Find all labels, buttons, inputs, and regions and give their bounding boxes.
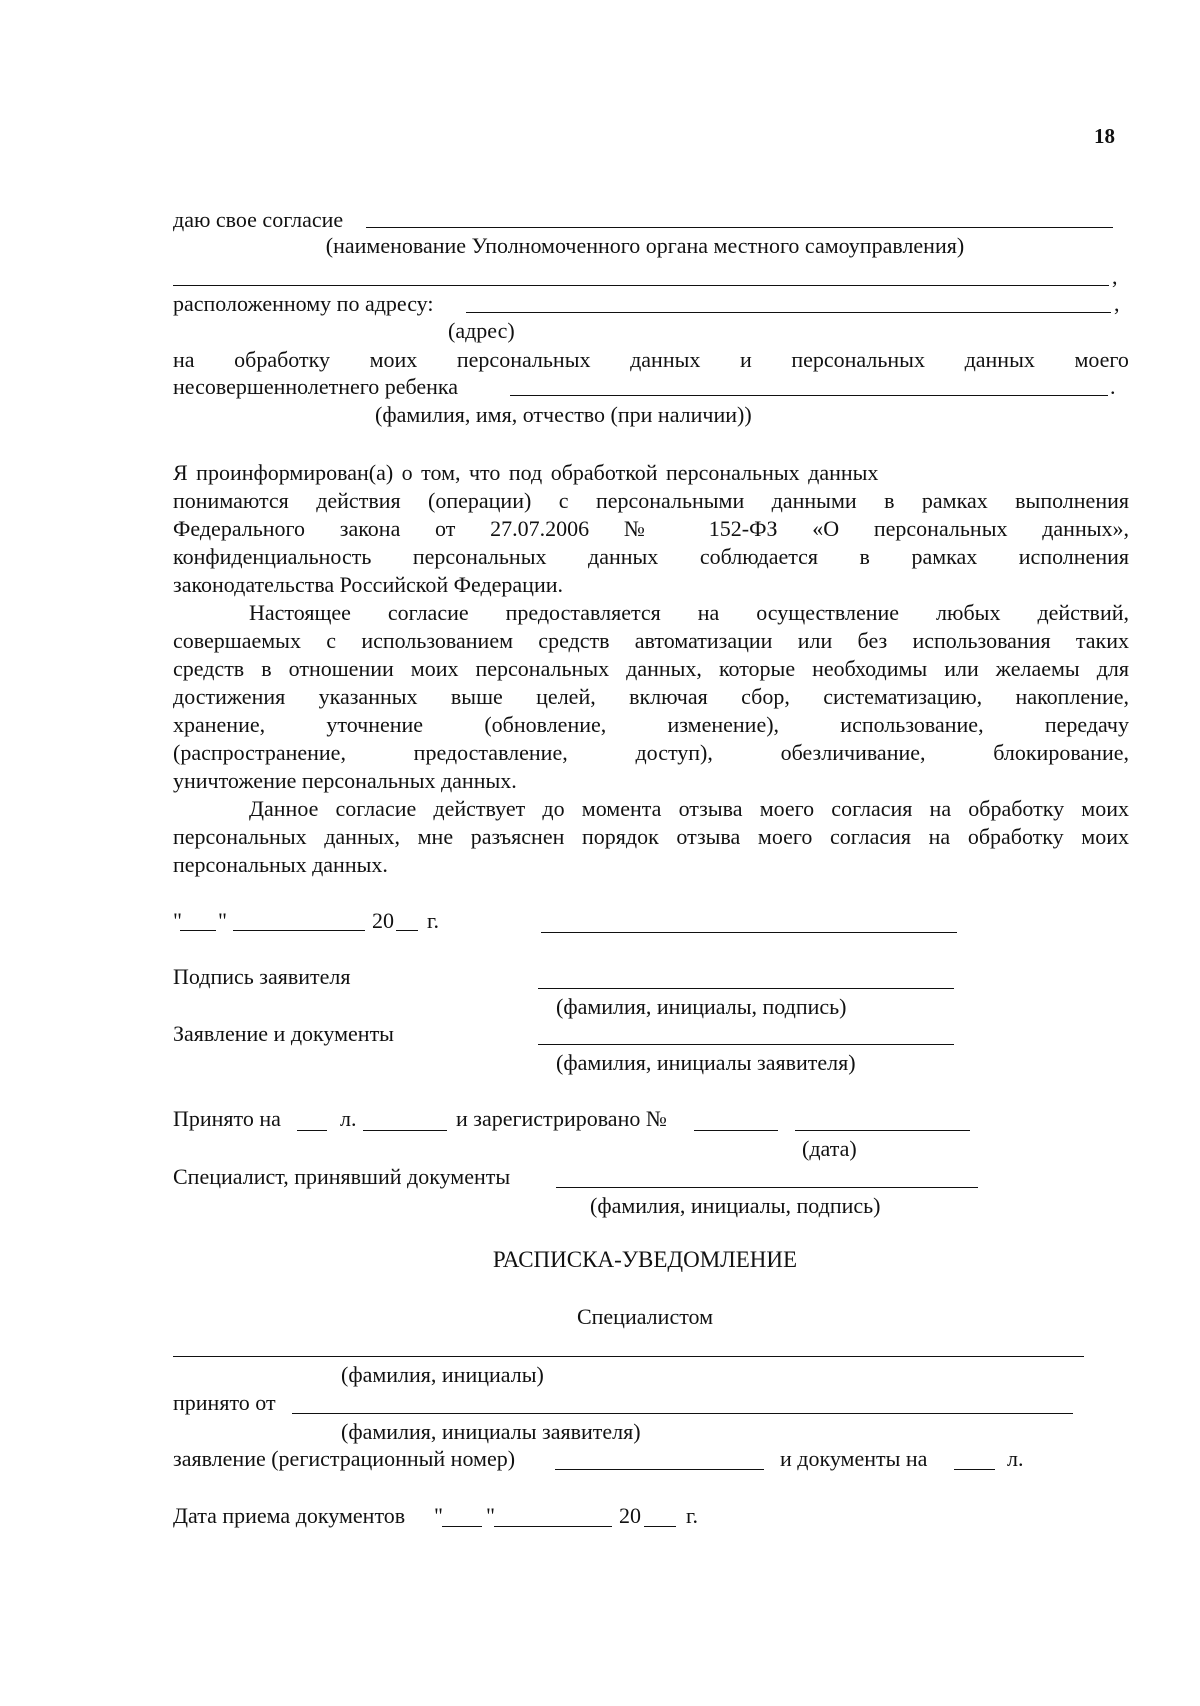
application-docs-label: Заявление и документы bbox=[173, 1021, 394, 1046]
date-day-field[interactable] bbox=[180, 930, 216, 931]
actions-line: достижения указанных выше целей, включая сбор, систематизацию, накопление, bbox=[173, 684, 1129, 709]
sheets-count-field[interactable] bbox=[297, 1130, 327, 1131]
date-quote-open: " bbox=[173, 908, 182, 933]
word: моих bbox=[369, 347, 418, 372]
comma: , bbox=[1114, 291, 1120, 316]
processing-line bbox=[173, 347, 1129, 373]
period: . bbox=[1110, 374, 1116, 399]
by-specialist-label: Специалистом bbox=[576, 1304, 714, 1329]
applicant-signature-hint: (фамилия, инициалы, подпись) bbox=[556, 994, 847, 1019]
child-name-field[interactable] bbox=[510, 395, 1108, 396]
date-signature-field[interactable] bbox=[541, 932, 957, 933]
registration-number-field[interactable] bbox=[694, 1130, 778, 1131]
receipt-quote-close: " bbox=[486, 1503, 495, 1528]
receipt-month-field[interactable] bbox=[494, 1526, 612, 1527]
informed-line-5: законодательства Российской Федерации. bbox=[173, 572, 564, 597]
application-reg-label: заявление (регистрационный номер) bbox=[173, 1446, 516, 1471]
application-docs-field[interactable] bbox=[538, 1044, 954, 1045]
date-year-field[interactable] bbox=[396, 930, 418, 931]
word: данных bbox=[964, 347, 1035, 372]
validity-line-last: персональных данных. bbox=[173, 852, 388, 877]
validity-line: персональных данных, мне разъяснен порядок отзыва моего согласия на обработку моих bbox=[173, 824, 1129, 849]
receipt-quote-open: " bbox=[434, 1503, 443, 1528]
receipt-day-field[interactable] bbox=[442, 1526, 482, 1527]
org-name-hint: (наименование Уполномоченного органа местного самоуправления) bbox=[325, 233, 965, 258]
receipt-year-suffix: г. bbox=[686, 1503, 699, 1528]
receipt-applicant-hint: (фамилия, инициалы заявителя) bbox=[341, 1419, 641, 1444]
sheets-label: л. bbox=[340, 1106, 357, 1131]
informed-line-3: Федерального закона от 27.07.2006 № 152-ФЗ «О персональных данных», bbox=[173, 516, 1129, 541]
applicant-name-hint: (фамилия, инициалы заявителя) bbox=[556, 1050, 856, 1075]
informed-line-2: понимаются действия (операции) с персональными данными в рамках выполнения bbox=[173, 488, 1129, 513]
date-hint: (дата) bbox=[802, 1136, 857, 1161]
word: персональных bbox=[791, 347, 925, 372]
org-name-field-cont[interactable] bbox=[173, 285, 1109, 286]
date-quote-close: " bbox=[218, 908, 227, 933]
word: персональных bbox=[456, 347, 591, 372]
comma: , bbox=[1112, 264, 1118, 289]
applicant-signature-field[interactable] bbox=[538, 988, 954, 989]
page-number: 18 bbox=[1094, 124, 1115, 148]
receipt-year-field[interactable] bbox=[644, 1526, 676, 1527]
specialist-name-field[interactable] bbox=[173, 1356, 1084, 1357]
specialist-name-hint: (фамилия, инициалы) bbox=[341, 1362, 544, 1387]
word: обработку bbox=[234, 347, 330, 372]
informed-line-4: конфиденциальность персональных данных соблюдается в рамках исполнения bbox=[173, 544, 1129, 569]
date-year-suffix: г. bbox=[427, 908, 440, 933]
applicant-signature-label: Подпись заявителя bbox=[173, 964, 351, 989]
address-field[interactable] bbox=[466, 312, 1111, 313]
validity-line: Данное согласие действует до момента отзыва моего согласия на обработку моих bbox=[249, 796, 1129, 821]
sheets-extra-field[interactable] bbox=[363, 1130, 447, 1131]
docs-on-label: и документы на bbox=[780, 1446, 928, 1471]
informed-line-1: Я проинформирован(а) о том, что под обработкой персональных данных bbox=[173, 460, 879, 485]
receipt-sheets-label: л. bbox=[1007, 1446, 1024, 1471]
registered-no-label: и зарегистрировано № bbox=[456, 1106, 667, 1131]
date-month-field[interactable] bbox=[233, 930, 365, 931]
actions-line: совершаемых с использованием средств автоматизации или без использования таких bbox=[173, 628, 1129, 653]
receipt-sheets-field[interactable] bbox=[954, 1469, 995, 1470]
receipt-date-label: Дата приема документов bbox=[173, 1503, 406, 1528]
actions-line: (распространение, предоставление, доступ), обезличивание, блокирование, bbox=[173, 740, 1129, 765]
receipt-year-prefix: 20 bbox=[619, 1503, 641, 1528]
word: на bbox=[173, 347, 195, 372]
actions-line: средств в отношении моих персональных данных, которые необходимы или желаемы для bbox=[173, 656, 1129, 681]
minor-child-label: несовершеннолетнего ребенка bbox=[173, 374, 459, 399]
receipt-title: РАСПИСКА-УВЕДОМЛЕНИЕ bbox=[492, 1247, 798, 1272]
located-at-label: расположенному по адресу: bbox=[173, 291, 434, 316]
word: и bbox=[739, 347, 752, 372]
word: моего bbox=[1074, 347, 1129, 372]
child-fio-hint: (фамилия, имя, отчество (при наличии)) bbox=[375, 402, 752, 427]
word: данных bbox=[630, 347, 701, 372]
accepted-from-field[interactable] bbox=[292, 1413, 1073, 1414]
actions-line: хранение, уточнение (обновление, изменение), использование, передачу bbox=[173, 712, 1129, 737]
specialist-field[interactable] bbox=[556, 1187, 978, 1188]
specialist-hint: (фамилия, инициалы, подпись) bbox=[590, 1193, 881, 1218]
actions-line: Настоящее согласие предоставляется на осуществление любых действий, bbox=[249, 600, 1129, 625]
accepted-on-label: Принято на bbox=[173, 1106, 281, 1131]
date-year-prefix: 20 bbox=[372, 908, 394, 933]
specialist-label: Специалист, принявший документы bbox=[173, 1164, 511, 1189]
org-name-field[interactable] bbox=[366, 227, 1113, 228]
registration-date-field[interactable] bbox=[795, 1130, 970, 1131]
address-hint: (адрес) bbox=[448, 318, 515, 343]
application-reg-field[interactable] bbox=[555, 1469, 764, 1470]
actions-line-last: уничтожение персональных данных. bbox=[173, 768, 517, 793]
give-consent-label: даю свое согласие bbox=[173, 207, 344, 232]
accepted-from-label: принято от bbox=[173, 1390, 276, 1415]
